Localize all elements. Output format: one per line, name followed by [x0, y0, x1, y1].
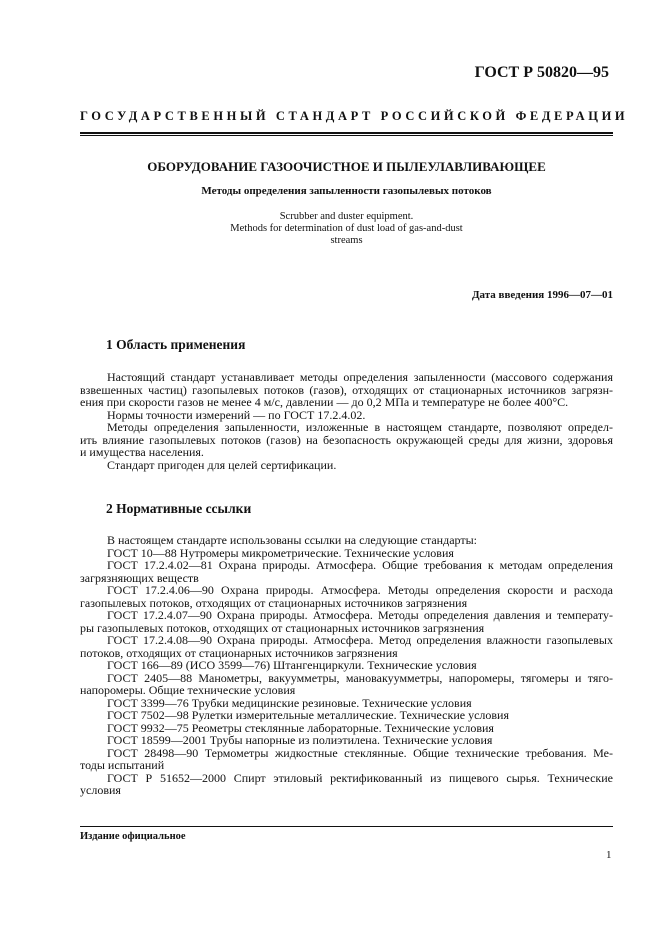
english-title-line: Methods for determination of dust load of gas-and-dust [230, 223, 463, 234]
text-line: ения при скорости газов не менее 4 м/с, давлении — до 0,2 МПа и температуре не более 400°С. [80, 395, 569, 409]
text-line: Стандарт пригоден для целей сертификации. [107, 457, 337, 472]
text-line: ГОСТ 18599—2001 Трубы напорные из полиэтилена. Технические условия [107, 733, 493, 747]
standard-title: ОБОРУДОВАНИЕ ГАЗООЧИСТНОЕ И ПЫЛЕУЛАВЛИВАЮЩЕЕ [147, 159, 546, 174]
text-line: ить влияние газопылевых потоков (газов) на безопасность окружающей среды для жизни, здоровья [80, 432, 613, 447]
text-line: газопылевых потоков, отходящих от стационарных источников загрязнения [80, 595, 468, 610]
text-line: тоды испытаний [80, 758, 165, 772]
text-line: ГОСТ Р 51652—2000 Спирт этиловый ректификованный из пищевого сырья. Технические [107, 770, 613, 785]
header-rule-thick [80, 132, 613, 134]
standard-subtitle: Методы определения запыленности газопылевых потоков [201, 185, 492, 197]
english-title-line: Scrubber and duster equipment. [279, 211, 414, 222]
text-line: и имущества населения. [80, 445, 204, 459]
text-line: ры газопылевых потоков, отходящих от стационарных источников загрязнения [80, 620, 485, 635]
page-number: 1 [606, 849, 612, 861]
introduction-date: Дата введения 1996—07—01 [471, 289, 613, 301]
text-line: взвешенных частиц) газопылевых потоков (газов), отходящих от стационарных источников загрязн- [80, 382, 613, 397]
text-line: напоромеры. Общие технические условия [80, 683, 296, 697]
text-line: ГОСТ 9932—75 Реометры стеклянные лабораторные. Технические условия [107, 720, 494, 735]
section-2-body [80, 534, 613, 797]
text-line: ГОСТ 17.2.4.08—90 Охрана природы. Атмосфера. Метод определения влажности газопылевых [107, 633, 613, 647]
english-title [80, 211, 613, 247]
text-line: ГОСТ 17.2.4.07—90 Охрана природы. Атмосфера. Методы определения давления и температу- [107, 608, 613, 622]
text-line: потоков, отходящих от стационарных источников загрязнения [80, 645, 398, 660]
text-line: Настоящий стандарт устанавливает методы определения запыленности (массового содержания [107, 370, 613, 384]
text-line: ГОСТ 10—88 Нутромеры микрометрические. Технические условия [107, 545, 454, 560]
section-2-heading: 2 Нормативные ссылки [106, 501, 252, 516]
text-line: ГОСТ 7502—98 Рулетки измерительные металлические. Технические условия [107, 708, 509, 722]
english-title-line: streams [330, 235, 363, 246]
text-line: Методы определения запыленности, изложенные в настоящем стандарте, позволяют определ- [107, 420, 613, 434]
text-line: ГОСТ 2405—88 Манометры, вакуумметры, мановакуумметры, напоромеры, тягомеры и тяго- [107, 670, 613, 685]
text-line: загрязняющих веществ [80, 570, 199, 585]
section-1-heading: 1 Область применения [106, 337, 246, 352]
document-id: ГОСТ Р 50820—95 [474, 64, 609, 81]
section-1-body [80, 371, 613, 471]
state-standard-title: ГОСУДАРСТВЕННЫЙ СТАНДАРТ РОССИЙСКОЙ ФЕДЕРАЦИИ [80, 109, 629, 123]
text-line: Нормы точности измерений — по ГОСТ 17.2.4.02. [107, 407, 366, 422]
text-line: ГОСТ 166—89 (ИСО 3599—76) Штангенциркули. Технические условия [107, 658, 477, 672]
official-edition-label: Издание официальное [80, 831, 186, 842]
footer-rule [80, 826, 613, 827]
text-line: условия [80, 783, 121, 797]
text-line: ГОСТ 3399—76 Трубки медицинские резиновые. Технические условия [107, 695, 472, 710]
text-line: ГОСТ 17.2.4.06—90 Охрана природы. Атмосфера. Методы определения скорости и расхода [107, 583, 613, 597]
text-line: ГОСТ 28498—90 Термометры жидкостные стеклянные. Общие технические требования. Ме- [107, 745, 613, 760]
text-line: В настоящем стандарте использованы ссылки на следующие стандарты: [107, 533, 478, 547]
text-line: ГОСТ 17.2.4.02—81 Охрана природы. Атмосфера. Общие требования к методам определения [107, 558, 613, 572]
header-rule-thin [80, 135, 613, 136]
